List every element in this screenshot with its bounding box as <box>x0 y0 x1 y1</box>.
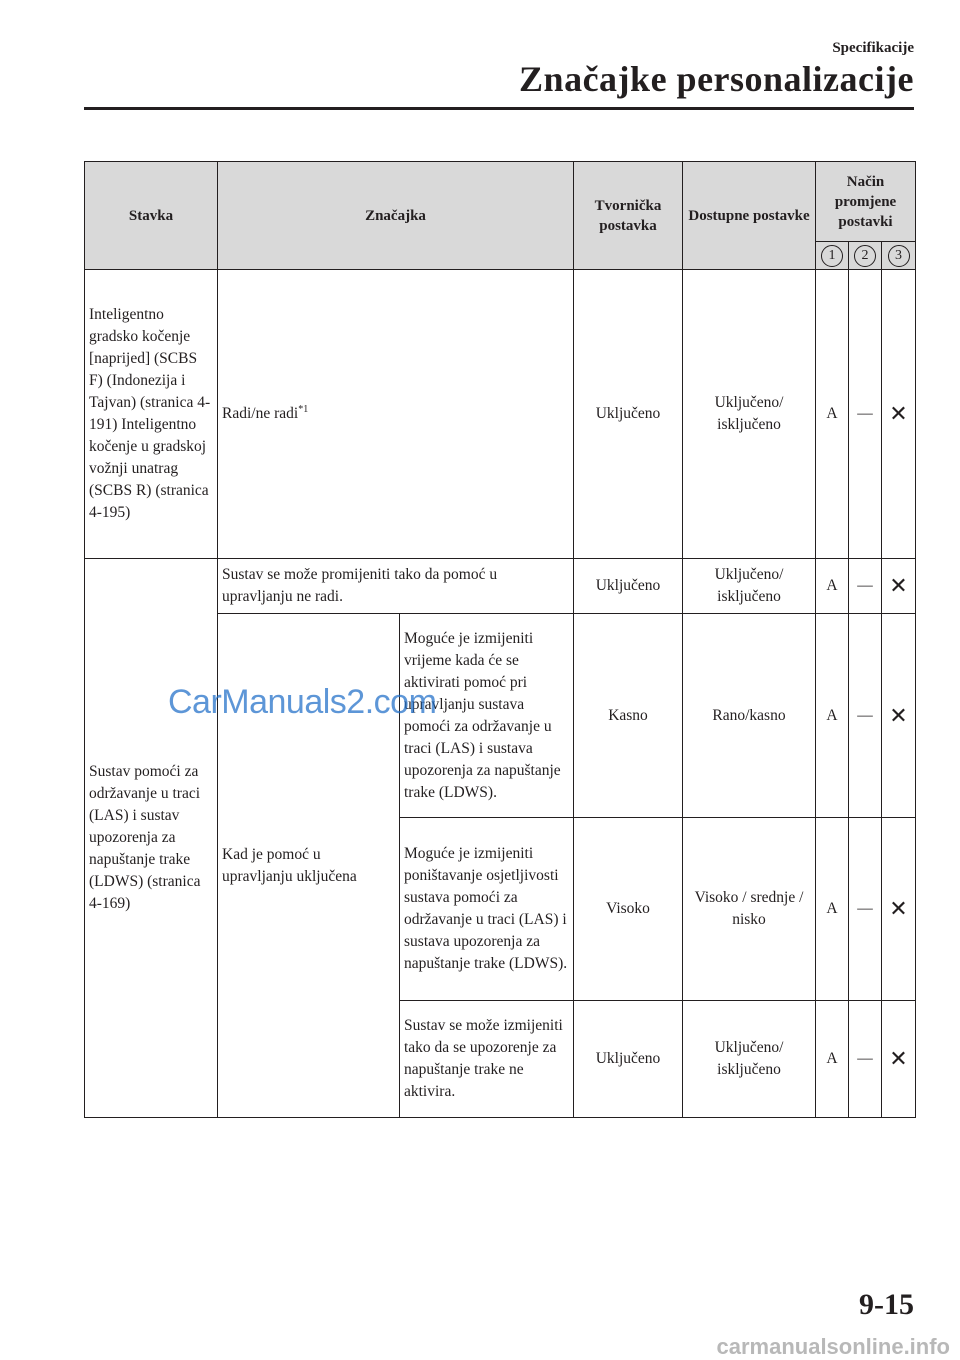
cross-icon: ✕ <box>882 559 916 614</box>
method-2-cell: — <box>849 270 882 559</box>
cross-icon: ✕ <box>882 818 916 1001</box>
method-1-header <box>816 242 849 270</box>
col-header-factory: Tvornička postavka <box>574 162 683 270</box>
col-header-item: Stavka <box>85 162 218 270</box>
factory-cell: Uključeno <box>574 559 683 614</box>
footnote-ref: *1 <box>298 403 309 415</box>
available-cell: Visoko / srednje / nisko <box>683 818 816 1001</box>
cross-icon: ✕ <box>882 1001 916 1118</box>
method-2-header <box>849 242 882 270</box>
method-1-cell: A <box>816 559 849 614</box>
method-2-cell: — <box>849 1001 882 1118</box>
feature-cell: Moguće je izmijeniti poništavanje osjetljivosti sustava pomoći za održavanje u traci (LAS) i sustava upozorenja za napuštanje trake (LDWS). <box>400 818 574 1001</box>
method-1-cell: A <box>816 1001 849 1118</box>
available-cell: Uključeno/ isključeno <box>683 270 816 559</box>
method-1-cell: A <box>816 818 849 1001</box>
item-cell-scbs: Inteligentno gradsko kočenje [naprijed] (SCBS F) (Indonezija i Tajvan) (stranica 4-191) Inteligentno kočenje u gradskoj vožnji unatrag (SCBS R) (stranica 4-195) <box>85 270 218 559</box>
table-row <box>85 559 916 614</box>
circled-1-icon: 1 <box>821 245 843 267</box>
feature-cell: Sustav se može izmijeniti tako da se upozorenje za napuštanje trake ne aktivira. <box>400 1001 574 1118</box>
factory-cell: Kasno <box>574 614 683 818</box>
method-1-cell: A <box>816 270 849 559</box>
feature-cell <box>218 270 574 559</box>
cross-icon: ✕ <box>882 270 916 559</box>
factory-cell: Visoko <box>574 818 683 1001</box>
header-rule <box>84 107 914 110</box>
sub-group-cell: Kad je pomoć u upravljanju uključena <box>218 614 400 1118</box>
table-row <box>85 270 916 559</box>
available-cell: Rano/kasno <box>683 614 816 818</box>
available-cell: Uključeno/ isključeno <box>683 559 816 614</box>
watermark: CarManuals2.com <box>168 683 437 721</box>
customization-table <box>84 161 916 1118</box>
method-2-cell: — <box>849 559 882 614</box>
method-1-cell: A <box>816 614 849 818</box>
item-cell-las: Sustav pomoći za održavanje u traci (LAS) i sustav upozorenja za napuštanje trake (LDWS) (stranica 4-169) <box>85 559 218 1118</box>
feature-cell: Moguće je izmijeniti vrijeme kada će se aktivirati pomoć pri upravljanju sustava pomoći za održavanje u traci (LAS) i sustava upozorenja za napuštanje trake (LDWS). <box>400 614 574 818</box>
page-title: Značajke personalizacije <box>519 59 914 99</box>
col-header-feature: Značajka <box>218 162 574 270</box>
footer-brand: carmanualsonline.info <box>716 1334 950 1359</box>
circled-3-icon: 3 <box>888 245 910 267</box>
method-3-header <box>882 242 916 270</box>
cross-icon: ✕ <box>882 614 916 818</box>
method-2-cell: — <box>849 818 882 1001</box>
feature-text: Radi/ne radi <box>222 405 299 422</box>
available-cell: Uključeno/ isključeno <box>683 1001 816 1118</box>
section-label: Specifikacije <box>832 40 914 56</box>
factory-cell: Uključeno <box>574 270 683 559</box>
col-header-available: Dostupne postavke <box>683 162 816 270</box>
method-2-cell: — <box>849 614 882 818</box>
col-header-method: Način promjene postavki <box>816 162 916 242</box>
feature-cell: Sustav se može promijeniti tako da pomoć u upravljanju ne radi. <box>218 559 574 614</box>
circled-2-icon: 2 <box>854 245 876 267</box>
factory-cell: Uključeno <box>574 1001 683 1118</box>
page-number: 9-15 <box>859 1288 914 1321</box>
